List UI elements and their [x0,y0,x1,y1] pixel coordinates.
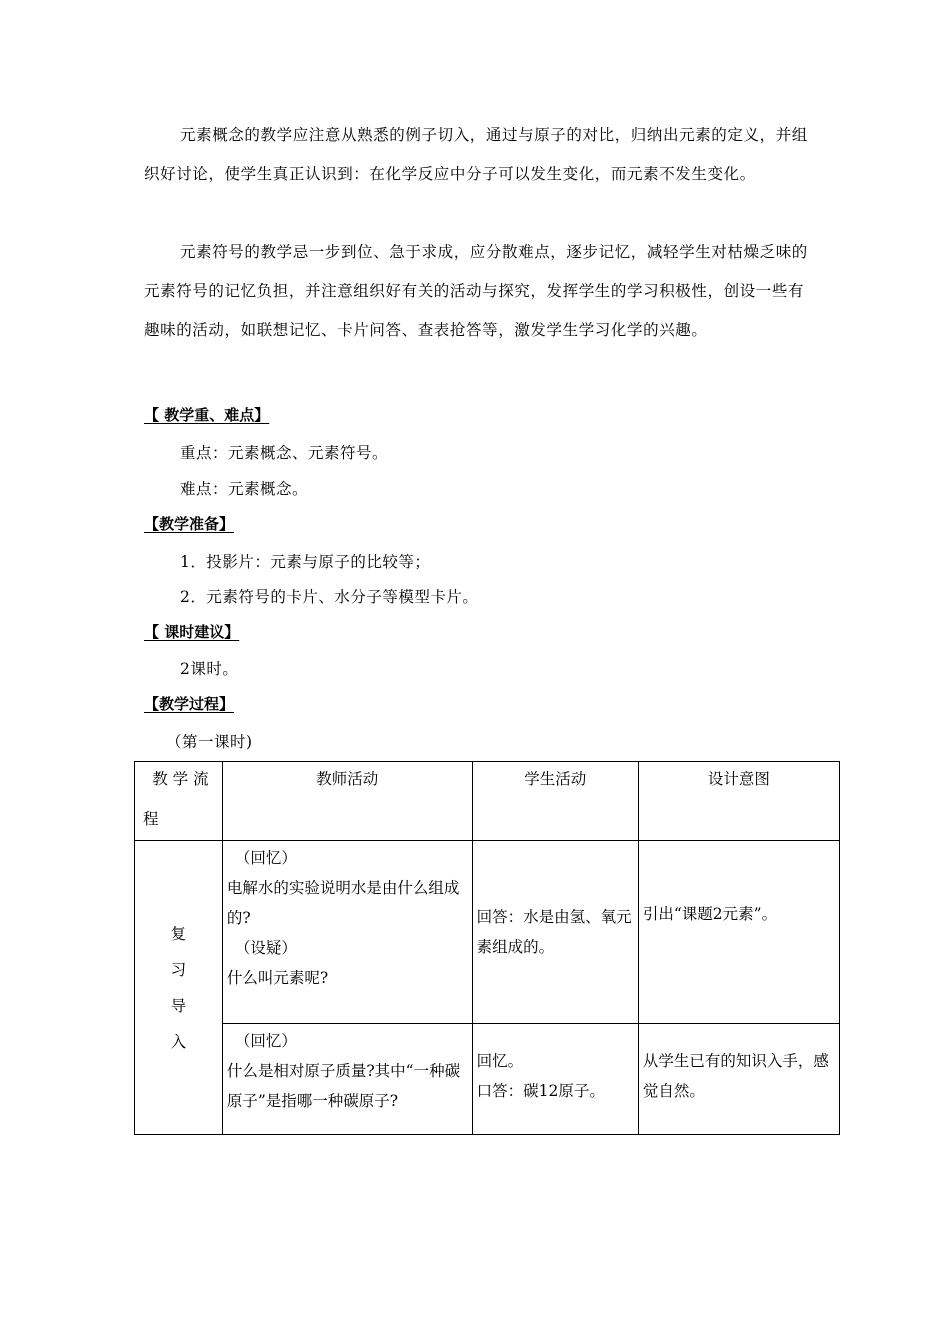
key-point-line: 重点：元素概念、元素符号。 [180,444,389,462]
table-row [135,841,840,1024]
preparation-line-2: 2．元素符号的卡片、水分子等模型卡片。 [180,588,479,606]
teacher-line: （设疑） [234,939,297,957]
header-intent: 设计意图 [638,762,839,841]
paragraph-element-symbol: 元素符号的教学忌一步到位、急于求成，应分散难点，逐步记忆，减轻学生对枯燥乏味的元素符号的记忆负担，并注意组织好有关的活动与探究，发挥学生的学习积极性，创设一些有趣味的活动，如联想记忆、卡片问答、查表抢答等，激发学生学习化学的兴趣。 [144,243,808,339]
student-activity-cell [472,841,638,1024]
preparation-line-1: 1．投影片：元素与原子的比较等； [180,553,431,571]
hours-line: 2课时。 [180,660,239,678]
paragraph-element-concept: 元素概念的教学应注意从熟悉的例子切入，通过与原子的对比，归纳出元素的定义，并组织好讨论，使学生真正认识到：在化学反应中分子可以发生变化，而元素不发生变化。 [144,126,808,183]
stage-char: 复 [170,924,187,943]
teacher-line: 什么是相对原子质量?其中“一种碳原子”是指哪一种碳原子? [226,1062,461,1110]
student-line: 回答：水是由氢、氧元 [476,908,632,926]
student-activity-cell [472,1024,638,1135]
student-line: 回忆。 [476,1052,524,1070]
heading-process: 【教学过程】 [144,695,235,713]
heading-key-points: 【 教学重、难点】 [144,406,270,424]
stage-char: 入 [170,1032,187,1051]
design-intent-cell: 引出“课题2元素”。 [638,841,839,1024]
teacher-line: 什么叫元素呢? [226,969,329,987]
lesson-flow-table [134,761,840,1135]
teacher-line: （回忆） [234,1032,297,1050]
design-intent-cell: 从学生已有的知识入手，感觉自然。 [638,1024,839,1135]
stage-char: 导 [170,996,187,1015]
student-line: 口答：碳12原子。 [476,1082,605,1100]
stage-char: 习 [170,960,187,979]
teacher-activity-cell [222,1024,472,1135]
table-row [135,1024,840,1135]
table-header-row [135,762,840,841]
student-line: 素组成的。 [476,938,555,956]
teacher-line: 电解水的实验说明水是由什么组成的? [226,879,460,927]
header-flow [135,762,223,841]
teacher-activity-cell [222,841,472,1024]
header-student: 学生活动 [472,762,638,841]
header-teacher: 教师活动 [222,762,472,841]
stage-cell [135,841,223,1135]
header-flow-part: 程 [143,810,159,828]
lesson-label: （第一课时) [166,733,253,751]
heading-hours: 【 课时建议】 [144,623,240,641]
heading-preparation: 【教学准备】 [144,515,235,533]
teacher-line: （回忆） [234,849,297,867]
header-flow-part: 教 学 流 [152,770,209,788]
difficult-point-line: 难点：元素概念。 [180,480,309,498]
